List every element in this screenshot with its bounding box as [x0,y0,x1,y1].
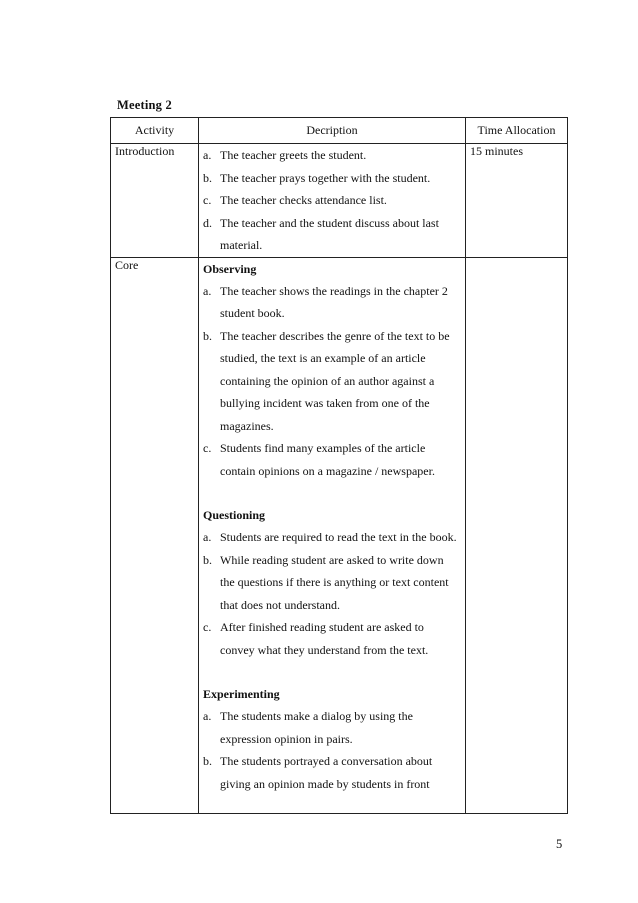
list-item [203,212,461,257]
list-item [203,616,461,661]
header-activity: Activity [111,118,199,144]
list-item-text: Students find many examples of the article contain opinions on a magazine / newspaper. [220,441,435,478]
list-item [203,750,461,795]
list-item [203,549,461,617]
section-steps-list [203,705,461,795]
list-item [203,705,461,750]
page-title: Meeting 2 [117,98,172,112]
section-title: Questioning [203,508,266,522]
section-spacer [203,482,461,504]
list-item-marker: a. [203,283,212,298]
list-item-text: The teacher greets the student. [220,148,367,162]
list-item-marker: a. [203,148,212,162]
section-title: Experimenting [203,687,280,701]
list-item-text: The teacher checks attendance list. [220,193,387,207]
list-item-text: The students portrayed a conversation about giving an opinion made by students in front [220,754,433,791]
list-item-marker: b. [203,170,212,185]
list-item-marker: b. [203,754,212,768]
list-item-marker: d. [203,215,212,230]
list-item-text: The students make a dialog by using the expression opinion in pairs. [220,709,413,746]
list-item [203,167,461,190]
description-cell-introduction [199,144,466,258]
introduction-steps-list [203,144,461,257]
list-item-marker: b. [203,328,212,343]
list-item-marker: c. [203,441,212,455]
list-item [203,437,461,482]
activity-cell-core: Core [111,257,199,813]
list-item-text: The teacher shows the readings in the chapter 2 student book. [220,283,448,320]
list-item-marker: c. [203,193,212,207]
list-item-text: After finished reading student are asked to convey what they understand from the text. [220,620,429,657]
list-item-text: The teacher and the student discuss about last material. [220,215,439,252]
table-header-row [111,118,568,144]
header-description: Decription [199,118,466,144]
lesson-plan-table [110,117,568,814]
list-item [203,189,461,212]
list-item [203,526,461,549]
list-item-text: The teacher describes the genre of the text to be studied, the text is an example of an article containing the opinion of an author against a bullying incident was taken from one of the magazines. [220,328,450,433]
section-spacer [203,661,461,683]
page-number: 5 [556,837,563,851]
time-cell-introduction: 15 minutes [466,144,568,258]
list-item [203,280,461,325]
activity-cell-introduction: Introduction [111,144,199,258]
time-cell-core [466,257,568,813]
header-time-allocation: Time Allocation [466,118,568,144]
list-item-marker: a. [203,530,212,544]
section-steps-list [203,280,461,483]
section-steps-list [203,526,461,661]
list-item [203,325,461,438]
list-item-text: While reading student are asked to write down the questions if there is anything or text content that does not understand. [220,552,449,612]
list-item [203,144,461,167]
list-item-marker: b. [203,552,212,567]
list-item-marker: c. [203,620,212,634]
description-cell-core [199,257,466,813]
table-row-core [111,257,568,813]
list-item-text: The teacher prays together with the student. [220,170,431,185]
list-item-marker: a. [203,709,212,723]
table-row-introduction [111,144,568,258]
section-title: Observing [203,261,257,276]
list-item-text: Students are required to read the text in the book. [220,530,457,544]
